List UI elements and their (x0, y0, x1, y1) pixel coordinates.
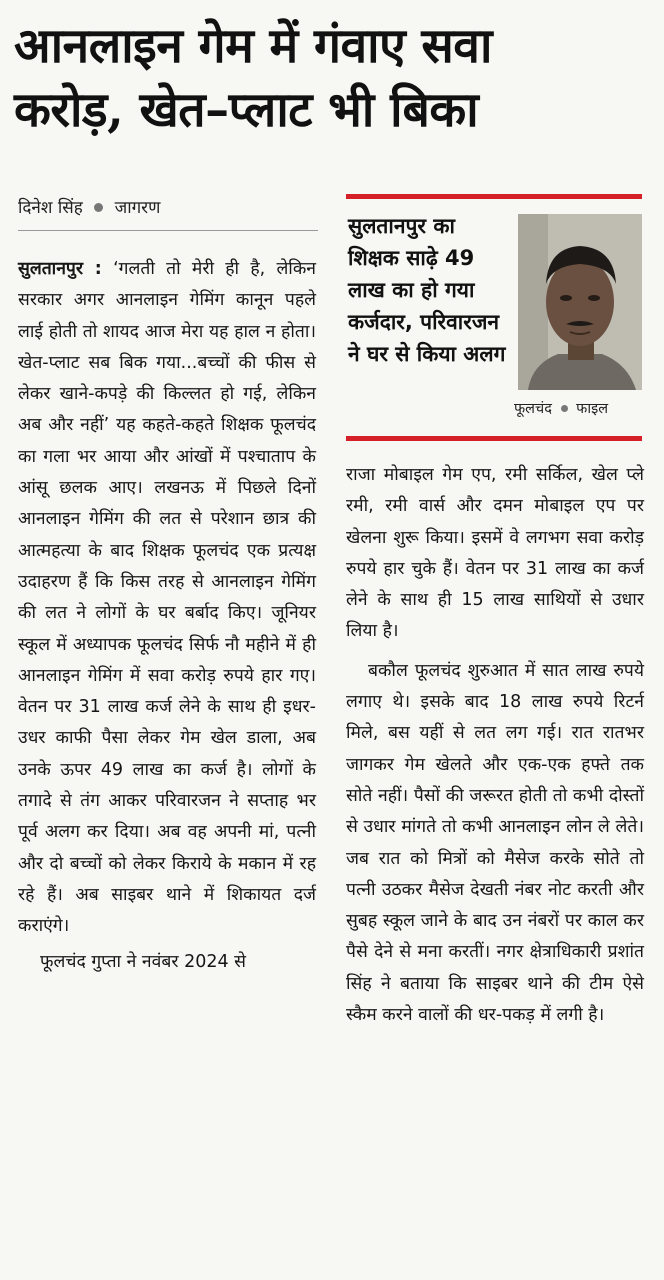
byline-author: दिनेश सिंह (18, 198, 83, 218)
headline (14, 14, 654, 142)
article-paragraph-1 (18, 254, 316, 943)
portrait-illustration (518, 214, 642, 390)
portrait-photo (518, 214, 642, 390)
caption-name: फूलचंद (514, 401, 552, 417)
bullet-dot-icon (561, 405, 568, 412)
dateline: सुलतानपुर : (18, 259, 102, 279)
headline-line-1: आनलाइन गेम में गंवाए सवा (14, 18, 492, 74)
bullet-dot-icon (94, 203, 103, 212)
caption-label: फाइल (576, 401, 609, 417)
headline-line-2: करोड़, खेत–प्लाट भी बिका (14, 82, 479, 138)
paragraph-1-text: ‘गलती तो मेरी ही है, लेकिन सरकार अगर आनलाइन गेमिंग कानून पहले लाई होती तो शायद आज मेरा यह हाल न होता। खेत-प्लाट सब बिक गया...बच्चों की फीस से लेकर खाने-कपड़े की किल्लत हो गई, लेकिन अब और नहीं’ यह कहते-कहते शिक्षक फूलचंद का गला भर आया और आंखों में पश्चाताप के आंसू छलक आए। लखनऊ में पिछले दिनों आनलाइन गेमिंग की लत से परेशान छात्र की आत्महत्या के बाद शिक्षक फूलचंद एक प्रत्यक्ष उदाहरण हैं कि किस तरह से आनलाइन गेमिंग की लत ने लोगों के घर बर्बाद किए। जूनियर स्कूल में अध्यापक फूलचंद सिर्फ नौ महीने में ही आनलाइन गेमिंग में सवा करोड़ रुपये हार गए। वेतन पर 31 लाख कर्ज लेने के साथ ही इधर-उधर काफी पैसा लेकर गेम खेल डाला, अब उनके ऊपर 49 लाख का कर्ज है। लोगों के तगादे से तंग आकर परिवारजन ने सप्ताह भर पूर्व अलग कर दिया। अब वह अपनी मां, पत्नी और दो बच्चों को लेकर किराये के मकान में रह रहे हैं। अब साइबर थाने में शिकायत दर्ज कराएंगे। (18, 259, 316, 937)
article-column-right (346, 460, 644, 1031)
photo-caption (514, 398, 648, 418)
sidebar-subhead: सुलतानपुर का शिक्षक साढ़े 49 लाख का हो गया कर्जदार, परिवारजन ने घर से किया अलग (348, 214, 506, 366)
byline (18, 196, 318, 231)
article-paragraph-2-continued: राजा मोबाइल गेम एप, रमी सर्किल, खेल प्ले रमी, रमी वार्स और दमन मोबाइल एप पर खेलना शुरू किया। इसमें वे लगभग सवा करोड़ रुपये हार चुके हैं। वेतन पर 31 लाख का कर्ज लेने के साथ ही 15 लाख साथियों से उधार लिया है। (346, 465, 644, 642)
article-paragraph-2-start: फूलचंद गुप्ता ने नवंबर 2024 से (40, 951, 246, 972)
sidebar-top-rule (346, 194, 642, 199)
article-column-left (18, 254, 316, 978)
sidebar-bottom-rule (346, 436, 642, 441)
article-paragraph-3: बकौल फूलचंद शुरुआत में सात लाख रुपये लगाए थे। इसके बाद 18 लाख रुपये रिटर्न मिले, बस यहीं से लत लग गई। रात रातभर जागकर गेम खेलते और एक-एक हफ्ते तक सोते नहीं। पैसों की जरूरत होती तो कभी दोस्तों से उधार मांगते तो कभी आनलाइन लोन ले लेते। जब रात को मित्रों को मैसेज करके सोते तो पत्नी उठकर मैसेज देखती नंबर नोट करती और सुबह स्कूल जाने के बाद उन नंबरों पर काल कर पैसे देने से मना करतीं। नगर क्षेत्राधिकारी प्रशांत सिंह ने बताया कि साइबर थाने की टीम ऐसे स्कैम करने वालों की धर-पकड़ में लगी है। (346, 660, 644, 1026)
byline-source: जागरण (114, 198, 161, 218)
